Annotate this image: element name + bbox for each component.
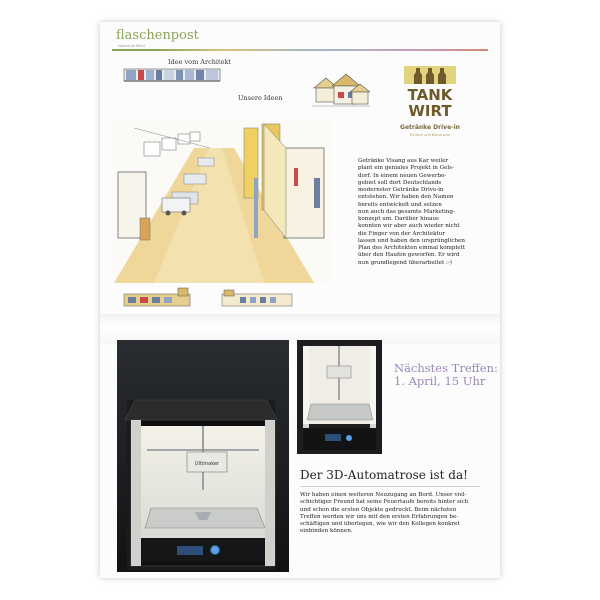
tank-wirt-logo — [400, 66, 460, 146]
brand-tagline: Neues an Bord — [118, 43, 145, 48]
article-line: konnten wir aber auch wieder nicht — [358, 223, 460, 230]
logo-tagline: Einfach und Klima sein — [410, 133, 450, 137]
3d-printer-photo-small — [297, 340, 382, 454]
article-line: lassen und haben den ursprünglichen — [358, 237, 466, 244]
article-line: konzept um. Darüber hinaus — [358, 216, 439, 222]
article-line: gebiet soll dort Deutschlands — [358, 179, 442, 186]
headline-rule — [300, 486, 480, 487]
street-perspective-sketch — [114, 118, 332, 283]
building-sketch-left — [122, 284, 192, 310]
article-line: dorf. In einem neuen Gewerbe- — [358, 172, 447, 179]
architect-sketch-image — [122, 66, 222, 84]
logo-word-tank: TANK — [407, 86, 453, 104]
news-headline: Der 3D-Automatrose ist da! — [300, 468, 468, 482]
article-line: Getränke Visang aus Kar weiler — [358, 158, 449, 164]
3d-printer-photo — [117, 340, 289, 572]
caption-architect: Idee vom Architekt — [168, 58, 232, 66]
news-line: Wir haben einen weiteren Neuzugang an Bord. Unser viel- — [300, 492, 467, 498]
building-sketch-right — [220, 284, 294, 310]
news-line: Treffen werden wir uns mit den ersten Erfahrungen be- — [300, 513, 459, 520]
drive-in-article — [358, 158, 486, 267]
logo-word-wirt: WIRT — [408, 102, 452, 120]
article-line: modernster Getränke Drive-in — [358, 187, 444, 193]
logo-subtitle: Getränke Drive-in — [400, 124, 460, 131]
article-line: Plan des Architekten einmal komplett — [358, 245, 466, 251]
article-line: plant ein geniales Projekt in Gels- — [358, 165, 454, 172]
newsletter-page — [100, 22, 500, 578]
bottles-icon — [404, 66, 456, 84]
news-line: einbinden können. — [300, 528, 353, 535]
article-line: nun auch das gesamte Marketing- — [358, 208, 455, 215]
article-line: bereits entwickelt und setzen — [358, 201, 442, 208]
logo-bottles-band — [404, 66, 456, 84]
next-meeting-label: Nächstes Treffen: — [394, 361, 498, 375]
article-line: über den Haufen geworfen. Er wird — [358, 252, 460, 259]
article-line: entstehen. Wir haben den Namen — [358, 194, 454, 201]
printer-brand-label: Ultimaker — [194, 461, 220, 467]
news-line: und schon die ersten Objekte gedruckt. Beim nächsten — [300, 506, 457, 513]
article-line: nun grundlegend überarbeitet :-) — [358, 259, 452, 266]
next-meeting-notice — [394, 362, 498, 388]
header-rule — [112, 49, 488, 51]
news-line: schichtiger Freund hat seine Feuertaufe bereits hinter sich — [300, 499, 469, 506]
caption-ideas: Unsere Ideen — [238, 94, 283, 102]
news-line: schäftigen und überlegen, wie wir den Kollegen konkret — [300, 521, 460, 527]
drive-in-houses-sketch — [310, 66, 370, 112]
news-article — [300, 492, 484, 536]
next-meeting-date: 1. April, 15 Uhr — [394, 374, 486, 388]
brand-logo: flaschenpost — [116, 28, 199, 43]
article-line: die Finger von der Architektur — [358, 230, 446, 237]
